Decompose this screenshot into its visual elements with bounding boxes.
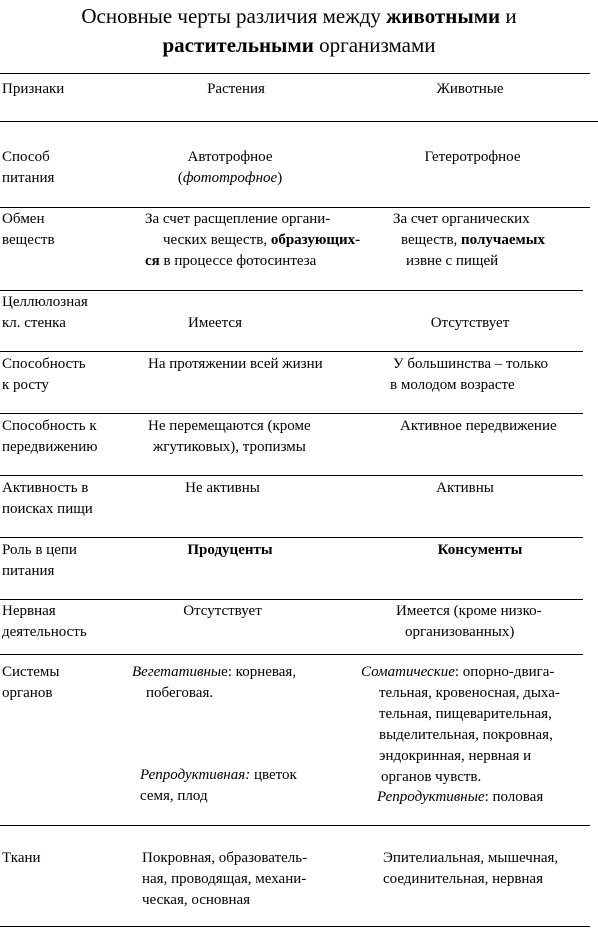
animals-nervous: Имеется (кроме низко- организованных) — [396, 603, 542, 640]
plants-systems-vegetative: Вегетативные: корневая, побеговая. — [132, 664, 297, 701]
row-divider — [0, 413, 583, 414]
header-top-rule — [0, 73, 590, 74]
feature-cellwall: Целлюлозная кл. стенка — [2, 294, 88, 331]
row-divider — [0, 475, 583, 476]
row-divider — [0, 825, 590, 826]
plants-metabolism: За счет расщепление органи- ческих веществ, образующих- ся в процессе фотосинтеза — [145, 211, 361, 269]
animals-systems-reproductive: Репродуктивные: половая — [377, 789, 544, 805]
animals-growth: У большинства – только в молодом возрасте — [390, 356, 549, 393]
feature-systems: Системы органов — [2, 664, 60, 701]
row-divider — [0, 654, 583, 655]
title-text: организмами — [313, 33, 436, 57]
feature-movement: Способность к передвижению — [2, 418, 98, 455]
plants-systems-reproductive: Репродуктивная: цветок семя, плод — [140, 767, 297, 804]
animals-food-chain: Консументы — [437, 542, 523, 558]
table-bottom-rule — [0, 926, 590, 927]
plants-movement: Не перемещаются (кроме жгутиковых), тропизмы — [148, 418, 311, 455]
plants-tissues: Покровная, образователь- ная, проводящая, механи- ческая, основная — [142, 850, 308, 908]
row-divider — [0, 599, 583, 600]
plants-cellwall: Имеется — [188, 315, 242, 331]
animals-systems-somatic: Соматические: опорно-двига- тельная, кровеносная, дыха- тельная, пищеварительная, выделительная, покровная, эндокринная, нервная и органов чувств. — [361, 664, 560, 785]
header-plants: Растения — [207, 81, 265, 97]
feature-food-chain: Роль в цепи питания — [2, 542, 77, 579]
feature-tissues: Ткани — [2, 850, 41, 866]
header-features: Признаки — [2, 81, 65, 97]
header-bottom-rule — [0, 121, 598, 122]
title-bold: растительными — [162, 33, 314, 57]
title-bold: животными — [386, 4, 501, 28]
row-divider — [0, 290, 583, 291]
animals-tissues: Эпителиальная, мышечная, соединительная, нервная — [383, 850, 559, 887]
animals-nutrition: Гетеротрофное — [424, 149, 521, 165]
plants-food-search: Не активны — [185, 480, 260, 496]
row-divider — [0, 537, 583, 538]
row-divider — [0, 207, 590, 208]
title-text: и — [500, 4, 517, 28]
feature-growth: Способность к росту — [2, 356, 86, 393]
animals-cellwall: Отсутствует — [430, 315, 510, 331]
plants-food-chain: Продуценты — [187, 542, 273, 558]
plants-nutrition: Автотрофное (фототрофное) — [177, 149, 283, 186]
plants-nervous: Отсутствует — [183, 603, 262, 619]
header-animals: Животные — [436, 81, 504, 97]
page-title — [0, 2, 598, 60]
animals-food-search: Активны — [436, 480, 494, 496]
title-text: Основные черты различия между — [81, 4, 387, 28]
row-divider — [0, 351, 583, 352]
feature-nervous: Нервная деятельность — [2, 603, 87, 640]
plants-growth: На протяжении всей жизни — [148, 356, 323, 372]
feature-food-search: Активность в поисках пищи — [2, 480, 93, 517]
animals-metabolism: За счет органических веществ, получаемых извне с пищей — [393, 211, 545, 269]
feature-metabolism: Обмен веществ — [2, 211, 55, 248]
feature-nutrition: Способ питания — [2, 149, 55, 186]
animals-movement: Активное передвижение — [400, 418, 557, 434]
